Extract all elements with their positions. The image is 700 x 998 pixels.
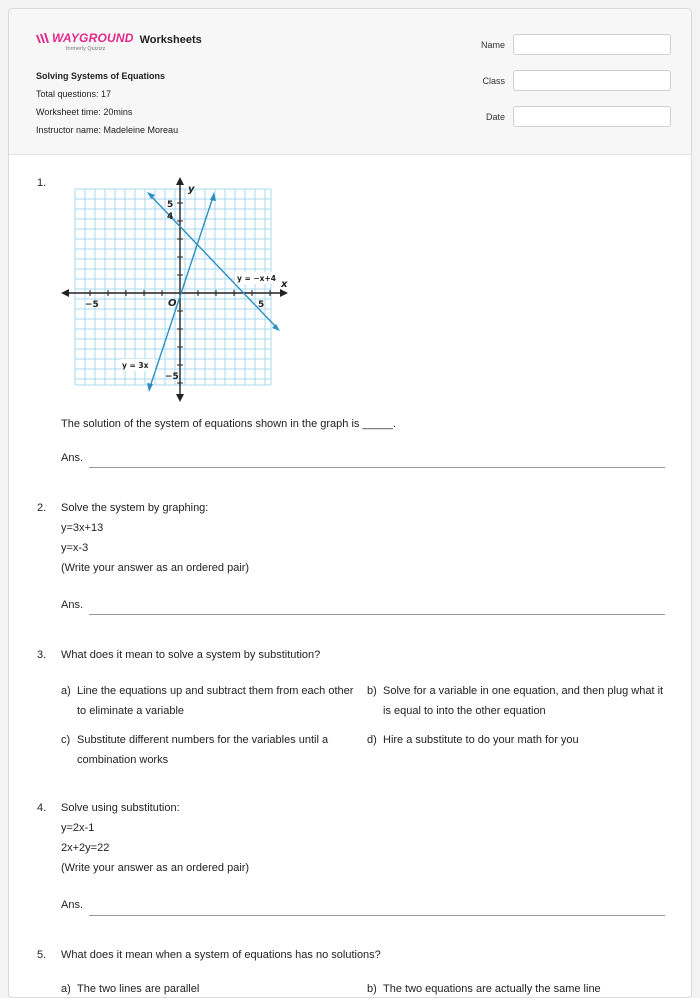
logo-text: WAYGROUND: [52, 31, 134, 45]
instructor-name: Instructor name: Madeleine Moreau: [36, 125, 179, 135]
answer-label: Ans.: [61, 599, 84, 611]
question-line: Solve using substitution:: [61, 802, 180, 814]
option-letter: b): [367, 983, 377, 995]
option-text: Hire a substitute to do your math for you: [383, 734, 579, 746]
question-number: 5.: [37, 949, 47, 961]
tick-label-y-5: 5: [167, 200, 174, 210]
coordinate-graph: [59, 173, 289, 403]
name-input[interactable]: [513, 34, 671, 55]
date-field-row: [465, 106, 671, 127]
class-field-row: [465, 70, 671, 91]
tick-label-y-neg5: −5: [165, 372, 179, 382]
question-line: Solve the system by graphing:: [61, 502, 209, 514]
option-a[interactable]: [61, 979, 361, 998]
x-axis-arrow-left-icon: [61, 289, 69, 297]
question-number: 1.: [37, 177, 47, 189]
origin-label: O: [168, 298, 177, 309]
question-number: 3.: [37, 649, 47, 661]
tick-label-x-5: 5: [258, 300, 265, 310]
option-letter: a): [61, 685, 71, 697]
tick-label-x-neg5: −5: [85, 300, 99, 310]
date-input[interactable]: [513, 106, 671, 127]
question-text: What does it mean when a system of equations has no solutions?: [61, 949, 381, 961]
option-b[interactable]: [367, 979, 672, 998]
question-number: 4.: [37, 802, 47, 814]
arrow-icon: [147, 383, 153, 392]
wayground-logo-icon: [36, 33, 50, 44]
worksheet-page: [8, 8, 692, 998]
x-axis-label: x: [281, 279, 288, 290]
app-title: Worksheets: [139, 34, 202, 46]
class-input[interactable]: [513, 70, 671, 91]
name-label: Name: [480, 39, 505, 50]
option-text: Substitute different numbers for the variables until a combination works: [77, 734, 329, 766]
date-label: Date: [485, 111, 505, 122]
answer-label: Ans.: [61, 899, 84, 911]
option-text: The two equations are actually the same line: [383, 983, 601, 995]
class-label: Class: [482, 75, 505, 86]
option-d[interactable]: [367, 730, 672, 750]
option-text: Line the equations up and subtract them from each other to eliminate a variable: [77, 685, 354, 717]
brand: [36, 31, 202, 52]
question-line: y=x-3: [61, 542, 89, 554]
name-field-row: [465, 34, 671, 55]
answer-line[interactable]: [89, 614, 665, 615]
answer-line[interactable]: [89, 467, 665, 468]
option-letter: d): [367, 734, 377, 746]
question-number: 2.: [37, 502, 47, 514]
question-line: 2x+2y=22: [61, 842, 110, 854]
y-axis-label: y: [188, 184, 195, 195]
question-text: [61, 498, 249, 578]
option-text: Solve for a variable in one equation, and then plug what it is equal to into the other equation: [383, 685, 664, 717]
question-text: What does it mean to solve a system by substitution?: [61, 649, 321, 661]
arrow-icon: [147, 192, 155, 199]
tick-label-y-4: 4: [167, 212, 174, 222]
line-label-y-3x: y = 3x: [122, 361, 149, 370]
question-line: (Write your answer as an ordered pair): [61, 562, 250, 574]
option-b[interactable]: [367, 681, 672, 721]
option-letter: c): [61, 734, 71, 746]
line-label-y-neg-x-plus-4: y = −x+4: [237, 274, 277, 283]
option-letter: a): [61, 983, 71, 995]
option-text: The two lines are parallel: [77, 983, 200, 995]
y-axis-arrow-down-icon: [176, 394, 184, 402]
logo: [36, 31, 134, 52]
total-questions: Total questions: 17: [36, 89, 112, 99]
arrow-icon: [272, 324, 280, 331]
option-a[interactable]: [61, 681, 361, 721]
option-c[interactable]: [61, 730, 361, 770]
logo-subtitle: formerly Quizizz: [66, 46, 106, 52]
worksheet-title: Solving Systems of Equations: [36, 71, 166, 81]
x-axis-arrow-right-icon: [280, 289, 288, 297]
question-line: y=2x-1: [61, 822, 95, 834]
worksheet-header: [9, 9, 691, 155]
option-letter: b): [367, 685, 377, 697]
question-line: y=3x+13: [61, 522, 104, 534]
answer-line[interactable]: [89, 915, 665, 916]
question-text: [61, 798, 249, 878]
question-line: (Write your answer as an ordered pair): [61, 862, 250, 874]
y-axis-arrow-up-icon: [176, 177, 184, 185]
answer-label: Ans.: [61, 452, 84, 464]
question-text: The solution of the system of equations shown in the graph is _____.: [61, 418, 397, 430]
worksheet-info: [36, 67, 178, 139]
worksheet-time: Worksheet time: 20mins: [36, 107, 133, 117]
